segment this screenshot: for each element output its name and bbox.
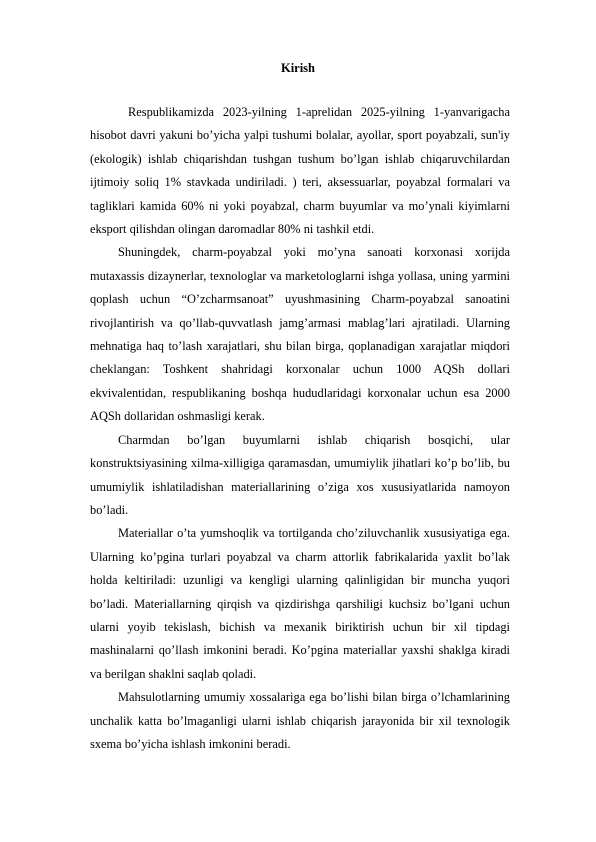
paragraph-social-tax: Respublikamizda 2023-yilning 1-aprelidan 2025-yilning 1-yanvarigacha hisobot davri yakuni bo’yicha yalpi tushumi bolalar, ayollar, sport poyabzali, sun'iy (ekologik) ishlab chiqarishdan tushgan tushum bo’lgan ishlab chiqaruvchilardan ijtimoiy soliq 1% stavkada undiriladi. ) teri, aksessuarlar, poyabzal formalari va tagliklari kamida 60% ni yoki poyabzal, charm buyumlar va mo’ynali kiyimlarni eksport qilishdan olingan daromadlar 80% ni tashkil etdi. [90, 105, 510, 237]
page-title: Kirish [280, 61, 316, 75]
paragraph-foreign-specialists: Shuningdek, charm-poyabzal yoki mo’yna sanoati korxonasi xorijda mutaxassis dizaynerlar, texnologlar va marketologlarni ishga yollasa, uning yarmini qoplash uchun “O’zcharmsanoat” uyushmasining Charm-poyabzal sanoatini rivojlantirish va qo’llab-quvvatlash jamg’armasi mablag’lari ajratiladi. Ularning mehnatiga haq to’lash xarajatlari, shu bilan birga, qoplanadigan xarajatlar miqdori cheklangan: Toshkent shahridagi korxonalar uchun 1000 AQSh dollari ekvivalentidan, respublikaning boshqa hududlaridagi korxonalar uchun esa 2000 AQSh dollaridan oshmasligi kerak. [90, 245, 510, 424]
paragraph-material-properties: Materiallar o’ta yumshoqlik va tortilganda cho’ziluvchanlik xususiyatiga ega. Ularning ko’pgina turlari poyabzal va charm attorlik fabrikalarida yaxlit bo’lak holda keltiriladi: uzunligi va kengligi ularning qalinligidan bir muncha yuqori bo’ladi. Materiallarning qirqish va qizdirishga qarshiligi kuchsiz bo’lgani uchun ularni yoyib tekislash, bichish va mexanik biriktirish uchun bir xil tipdagi mashinalarni qo’llash imkonini beradi. Ko’pgina materiallar yaxshi shaklga kiradi va berilgan shaklni saqlab qoladi. [90, 526, 510, 681]
document-body [90, 101, 510, 756]
paragraph-product-properties: Mahsulotlarning umumiy xossalariga ega bo’lishi bilan birga o’lchamlarining unchalik katta bo’lmaganligi ularni ishlab chiqarish jarayonida bir xil texnologik sxema bo’yicha ishlash imkonini beradi. [90, 690, 510, 751]
paragraph-production-stages: Charmdan bo’lgan buyumlarni ishlab chiqarish bosqichi, ular konstruktsiyasining xilma-xilligiga qaramasdan, umumiylik jihatlari ko’p bo’lib, bu umumiylik ishlatiladishan materiallarining o’ziga xos xususiyatlarida namoyon bo’ladi. [90, 432, 510, 517]
